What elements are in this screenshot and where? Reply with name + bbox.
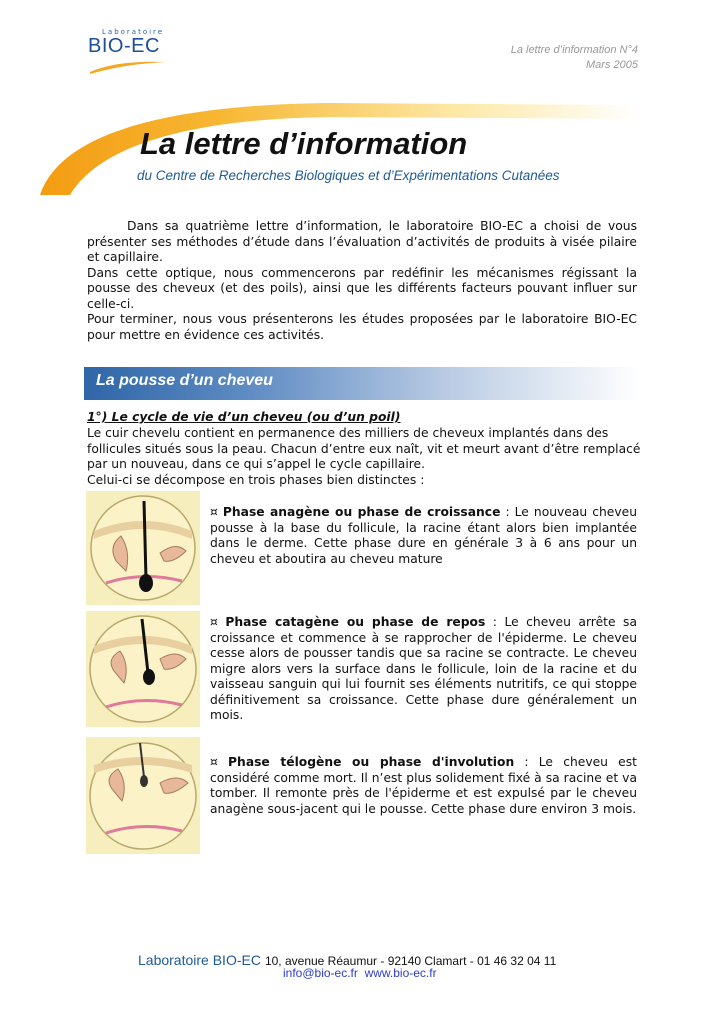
phase-anagen-text bbox=[210, 505, 637, 567]
phase-separator: : bbox=[514, 755, 539, 769]
intro-paragraph-3: Pour terminer, nous vous présenterons les études proposées par le laboratoire BIO-EC pour mettre en évidence ces activités. bbox=[87, 312, 637, 342]
phase-separator: : bbox=[485, 615, 505, 629]
phase-separator: : bbox=[500, 505, 515, 519]
phase-name: Phase catagène ou phase de repos bbox=[225, 615, 486, 629]
company-logo bbox=[88, 28, 188, 78]
issue-date: Mars 2005 bbox=[586, 59, 638, 71]
page-title: La lettre d’information bbox=[140, 126, 468, 161]
footer-address: 10, avenue Réaumur - 92140 Clamart - 01 46 32 04 11 bbox=[264, 954, 557, 968]
phase-description: Le cheveu arrête sa croissance et commence à se rapprocher de l'épiderme. Le cheveu cesse alors de pousser tandis que sa racine se contracte. Le cheveu migre alors vers la surface dans le follicule, loin de la racine et du vaisseau sanguin qui lui fournit ses éléments nutritifs, ce qui stoppe définitivement sa croissance. Cette phase dure généralement un mois. bbox=[210, 615, 637, 722]
logo-small-text: Laboratoire bbox=[102, 28, 165, 36]
phase-name: Phase télogène ou phase d'involution bbox=[228, 755, 515, 769]
phase-catagen-text bbox=[210, 615, 637, 724]
phase-description: Le nouveau cheveu pousse à la base du follicule, la racine étant alors bien implantée dans le derme. Cette phase dure en générale 3 à 6 ans pour un cheveu et aboutira au cheveu mature bbox=[210, 505, 637, 566]
intro-paragraph-2: Dans cette optique, nous commencerons par redéfinir les mécanismes régissant la pousse des cheveux (et des poils), ainsi que les différents facteurs pouvant influer sur celle-ci. bbox=[87, 265, 637, 311]
section-title: La pousse d’un cheveu bbox=[96, 372, 273, 389]
telogen-phase-illustration bbox=[86, 737, 200, 854]
intro-paragraph-1: Dans sa quatrième lettre d’information, le laboratoire BIO-EC a choisi de vous présenter ses méthodes d’étude dans l’évaluation d’activités de produits à visée pilaire et capillaire. bbox=[87, 219, 637, 264]
footer-links bbox=[283, 966, 437, 980]
logo-swoosh-icon bbox=[88, 58, 168, 76]
intro-text bbox=[87, 219, 637, 343]
issue-info bbox=[511, 43, 638, 73]
page-subtitle: du Centre de Recherches Biologiques et d’Expérimentations Cutanées bbox=[137, 168, 560, 183]
phase-telogen-text bbox=[210, 755, 637, 817]
logo-brand-text: BIO-EC bbox=[88, 35, 160, 57]
cycle-paragraph: Le cuir chevelu contient en permanence des milliers de cheveux implantés dans des follicules situés sous la peau. Chacun d’entre eux naît, vit et meurt avant d’être remplacé par un nouveau, dans ce qui s’appel le cycle capillaire. bbox=[87, 426, 641, 471]
cycle-paragraph-2: Celui-ci se décompose en trois phases bien distinctes : bbox=[87, 472, 425, 487]
phase-name: Phase anagène ou phase de croissance bbox=[222, 505, 501, 519]
section-header-bar bbox=[84, 367, 640, 400]
cycle-heading: 1°) Le cycle de vie d’un cheveu (ou d’un poil) bbox=[87, 410, 401, 424]
footer-website-link[interactable]: www.bio-ec.fr bbox=[364, 966, 437, 980]
phase-description: Le cheveu est considéré comme mort. Il n’est plus solidement fixé à sa racine et va tomber. Il remonte près de l'épiderme et est expulsé par le cheveu anagène sous-jacent qui le pousse. Cette phase dure environ 3 mois. bbox=[210, 755, 637, 816]
bullet-icon: ¤ bbox=[210, 505, 218, 519]
catagen-phase-illustration bbox=[86, 611, 200, 727]
footer-email-link[interactable]: info@bio-ec.fr bbox=[283, 966, 358, 980]
anagen-phase-illustration bbox=[86, 491, 200, 605]
bullet-icon: ¤ bbox=[210, 755, 218, 769]
footer-brand: Laboratoire BIO-EC bbox=[138, 952, 261, 968]
bullet-icon: ¤ bbox=[210, 615, 218, 629]
issue-number: La lettre d’information N°4 bbox=[510, 44, 638, 56]
cycle-text bbox=[87, 426, 643, 488]
